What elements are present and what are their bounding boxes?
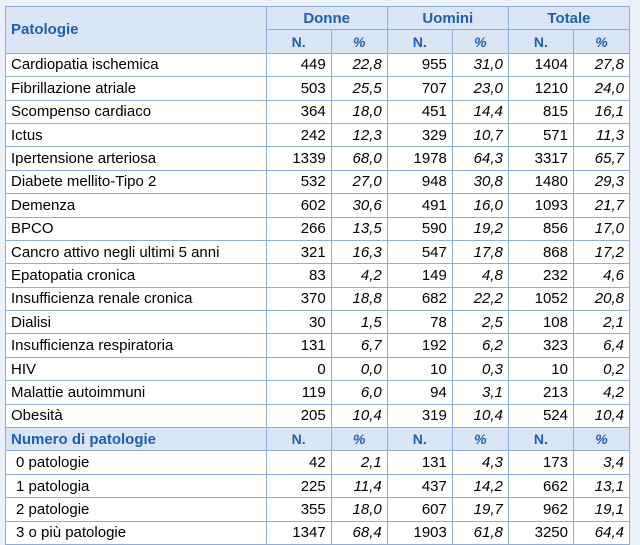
table-row (6, 381, 630, 404)
cell-percent: 17,0 (573, 217, 629, 240)
cell-count: 119 (266, 381, 331, 404)
cell-count: 364 (266, 100, 331, 123)
table-row (6, 123, 630, 146)
cell-percent: 22,8 (331, 53, 387, 76)
cell-percent: 13,5 (331, 217, 387, 240)
cell-percent: 17,2 (573, 240, 629, 263)
cell-percent: 68,0 (331, 147, 387, 170)
table-row (6, 217, 630, 240)
cell-percent: 0,3 (452, 357, 508, 380)
cell-count: 707 (387, 77, 452, 100)
cell-count: 1339 (266, 147, 331, 170)
cell-count: 437 (387, 474, 452, 497)
cell-percent: 6,4 (573, 334, 629, 357)
cell-count: 370 (266, 287, 331, 310)
row-label: BPCO (6, 217, 267, 240)
table-row (6, 521, 630, 544)
row-label: Diabete mellito-Tipo 2 (6, 170, 267, 193)
cell-percent: 10,4 (331, 404, 387, 427)
table-row (6, 451, 630, 474)
cell-percent: 18,0 (331, 498, 387, 521)
row-label: 3 o più patologie (6, 521, 267, 544)
cell-count: 232 (508, 264, 573, 287)
cell-percent: 21,7 (573, 194, 629, 217)
cell-count: 30 (266, 311, 331, 334)
row-label: 1 patologia (6, 474, 267, 497)
table-row (6, 194, 630, 217)
cell-count: 524 (508, 404, 573, 427)
cell-count: 3250 (508, 521, 573, 544)
cell-percent: 61,8 (452, 521, 508, 544)
cell-count: 955 (387, 53, 452, 76)
cell-count: 590 (387, 217, 452, 240)
cell-percent: 2,1 (573, 311, 629, 334)
table-row (6, 334, 630, 357)
table-row (6, 100, 630, 123)
section2-header-row (6, 428, 630, 451)
table-row (6, 170, 630, 193)
row-label: Cancro attivo negli ultimi 5 anni (6, 240, 267, 263)
row-label: Scompenso cardiaco (6, 100, 267, 123)
table-row (6, 287, 630, 310)
cell-percent: 11,3 (573, 123, 629, 146)
row-label: Insufficienza respiratoria (6, 334, 267, 357)
row-label: Epatopatia cronica (6, 264, 267, 287)
cell-count: 856 (508, 217, 573, 240)
cell-count: 868 (508, 240, 573, 263)
cell-percent: 2,1 (331, 451, 387, 474)
row-label: Cardiopatia ischemica (6, 53, 267, 76)
cell-count: 3317 (508, 147, 573, 170)
cell-count: 131 (387, 451, 452, 474)
cell-percent: 6,7 (331, 334, 387, 357)
cell-percent: 25,5 (331, 77, 387, 100)
cell-count: 355 (266, 498, 331, 521)
cell-percent: 30,6 (331, 194, 387, 217)
cell-count: 10 (508, 357, 573, 380)
cell-count: 1347 (266, 521, 331, 544)
cell-count: 131 (266, 334, 331, 357)
cell-percent: 16,1 (573, 100, 629, 123)
header-group-women: Donne (266, 7, 387, 30)
cell-count: 962 (508, 498, 573, 521)
cell-percent: 30,8 (452, 170, 508, 193)
header-group-men: Uomini (387, 7, 508, 30)
cell-percent: 3,1 (452, 381, 508, 404)
row-label: Ipertensione arteriosa (6, 147, 267, 170)
cell-count: 205 (266, 404, 331, 427)
cell-count: 451 (387, 100, 452, 123)
cell-percent: 23,0 (452, 77, 508, 100)
cell-percent: 18,0 (331, 100, 387, 123)
header-sub-pct: % (331, 428, 387, 451)
cell-percent: 68,4 (331, 521, 387, 544)
cell-percent: 4,8 (452, 264, 508, 287)
table-row (6, 77, 630, 100)
cell-count: 213 (508, 381, 573, 404)
cell-count: 1404 (508, 53, 573, 76)
cell-percent: 4,6 (573, 264, 629, 287)
cell-count: 815 (508, 100, 573, 123)
cell-percent: 11,4 (331, 474, 387, 497)
cell-count: 1052 (508, 287, 573, 310)
header-sub-n: N. (508, 428, 573, 451)
row-label: Ictus (6, 123, 267, 146)
header-row-groups (6, 7, 630, 30)
table-row (6, 264, 630, 287)
cell-percent: 64,4 (573, 521, 629, 544)
header-sub-pct: % (452, 428, 508, 451)
cell-percent: 1,5 (331, 311, 387, 334)
cell-percent: 2,5 (452, 311, 508, 334)
cell-count: 449 (266, 53, 331, 76)
cell-count: 10 (387, 357, 452, 380)
header-sub-pct: % (573, 428, 629, 451)
count-rows (6, 451, 630, 545)
cell-count: 173 (508, 451, 573, 474)
header-pathologies: Patologie (6, 7, 267, 54)
cell-count: 1093 (508, 194, 573, 217)
cell-percent: 16,3 (331, 240, 387, 263)
cell-count: 1903 (387, 521, 452, 544)
cell-percent: 6,0 (331, 381, 387, 404)
cell-percent: 3,4 (573, 451, 629, 474)
cell-percent: 0,2 (573, 357, 629, 380)
row-label: Demenza (6, 194, 267, 217)
cell-percent: 22,2 (452, 287, 508, 310)
header-group-total: Totale (508, 7, 629, 30)
cell-percent: 12,3 (331, 123, 387, 146)
header-sub-n: N. (387, 30, 452, 53)
cell-count: 323 (508, 334, 573, 357)
table-container (5, 6, 630, 545)
cell-percent: 19,2 (452, 217, 508, 240)
header-sub-pct: % (331, 30, 387, 53)
cell-count: 321 (266, 240, 331, 263)
cell-percent: 20,8 (573, 287, 629, 310)
cell-count: 571 (508, 123, 573, 146)
cell-percent: 0,0 (331, 357, 387, 380)
cell-count: 607 (387, 498, 452, 521)
cell-percent: 6,2 (452, 334, 508, 357)
cell-percent: 10,4 (452, 404, 508, 427)
cell-count: 329 (387, 123, 452, 146)
cell-count: 149 (387, 264, 452, 287)
cell-percent: 29,3 (573, 170, 629, 193)
cell-count: 503 (266, 77, 331, 100)
table-row (6, 311, 630, 334)
cell-count: 319 (387, 404, 452, 427)
cell-count: 42 (266, 451, 331, 474)
cell-count: 602 (266, 194, 331, 217)
cell-count: 225 (266, 474, 331, 497)
table-row (6, 240, 630, 263)
cell-count: 547 (387, 240, 452, 263)
cell-count: 662 (508, 474, 573, 497)
header-sub-n: N. (508, 30, 573, 53)
cell-percent: 14,4 (452, 100, 508, 123)
cell-percent: 31,0 (452, 53, 508, 76)
row-label: HIV (6, 357, 267, 380)
cell-percent: 27,8 (573, 53, 629, 76)
cell-percent: 17,8 (452, 240, 508, 263)
cell-count: 108 (508, 311, 573, 334)
cell-count: 948 (387, 170, 452, 193)
header-sub-n: N. (387, 428, 452, 451)
header-sub-n: N. (266, 30, 331, 53)
cell-percent: 13,1 (573, 474, 629, 497)
cell-percent: 27,0 (331, 170, 387, 193)
cell-count: 532 (266, 170, 331, 193)
cell-count: 0 (266, 357, 331, 380)
table-row (6, 404, 630, 427)
cell-count: 78 (387, 311, 452, 334)
cell-count: 242 (266, 123, 331, 146)
cell-percent: 10,4 (573, 404, 629, 427)
row-label: Dialisi (6, 311, 267, 334)
header-sub-pct: % (452, 30, 508, 53)
cell-count: 491 (387, 194, 452, 217)
cell-percent: 4,2 (573, 381, 629, 404)
cell-percent: 64,3 (452, 147, 508, 170)
header-sub-n: N. (266, 428, 331, 451)
cell-percent: 24,0 (573, 77, 629, 100)
cell-percent: 10,7 (452, 123, 508, 146)
cell-count: 682 (387, 287, 452, 310)
cell-count: 192 (387, 334, 452, 357)
cell-count: 1978 (387, 147, 452, 170)
cell-percent: 18,8 (331, 287, 387, 310)
cell-percent: 14,2 (452, 474, 508, 497)
cell-percent: 4,3 (452, 451, 508, 474)
cell-percent: 19,7 (452, 498, 508, 521)
row-label: Malattie autoimmuni (6, 381, 267, 404)
row-label: 0 patologie (6, 451, 267, 474)
table-row (6, 147, 630, 170)
cell-percent: 19,1 (573, 498, 629, 521)
header-sub-pct: % (573, 30, 629, 53)
row-label: Insufficienza renale cronica (6, 287, 267, 310)
cell-percent: 16,0 (452, 194, 508, 217)
cell-count: 1210 (508, 77, 573, 100)
table-row (6, 474, 630, 497)
cell-count: 94 (387, 381, 452, 404)
header-number-of-pathologies: Numero di patologie (6, 428, 267, 451)
cell-count: 83 (266, 264, 331, 287)
row-label: 2 patologie (6, 498, 267, 521)
cell-count: 266 (266, 217, 331, 240)
cell-percent: 4,2 (331, 264, 387, 287)
cell-count: 1480 (508, 170, 573, 193)
row-label: Fibrillazione atriale (6, 77, 267, 100)
table-row (6, 357, 630, 380)
row-label: Obesità (6, 404, 267, 427)
pathology-rows (6, 53, 630, 427)
cell-percent: 65,7 (573, 147, 629, 170)
table-row (6, 53, 630, 76)
table-row (6, 498, 630, 521)
pathology-table (5, 6, 630, 545)
